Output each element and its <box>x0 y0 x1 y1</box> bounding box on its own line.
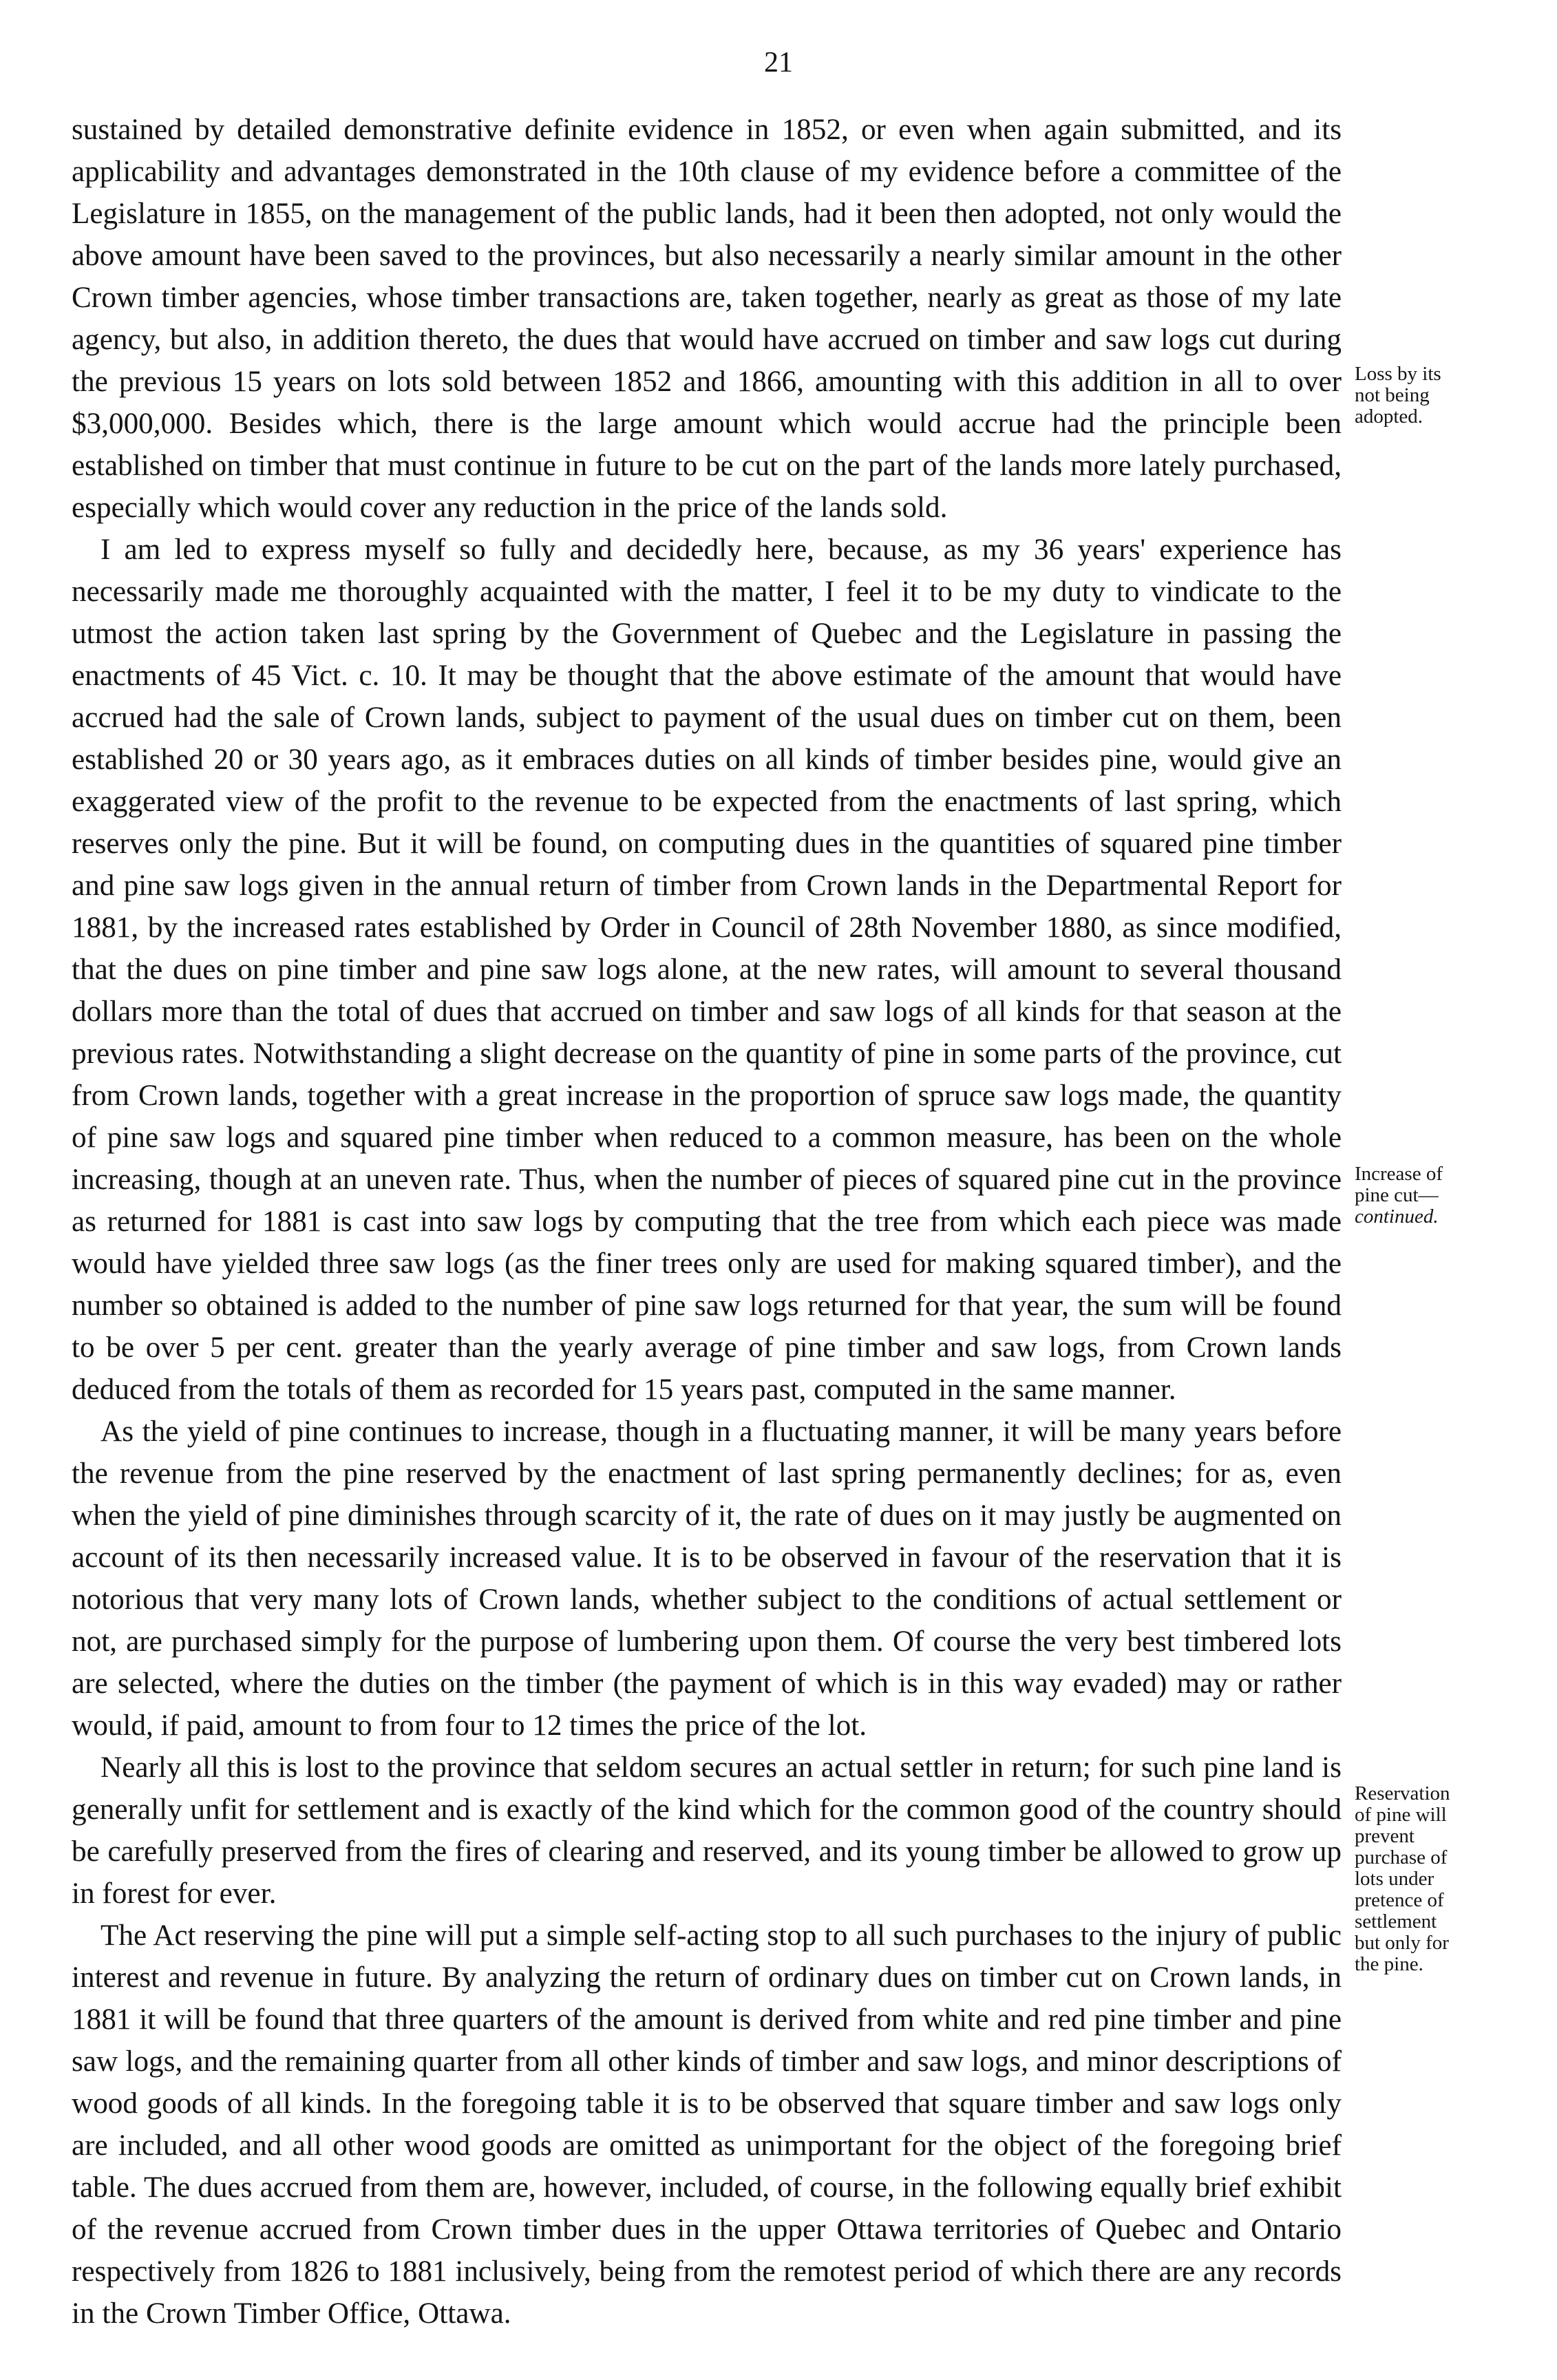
margin-note-line: settlement <box>1355 1910 1437 1933</box>
margin-note-line: adopted. <box>1355 406 1423 428</box>
paragraph-2: I am led to express myself so fully and decidedly here, because, as my 36 years' experience has necessarily made me thoroughly acquainted with the matter, I feel it to be my duty to vindicate to the utmost the action taken last spring by the Government of Quebec and the Legislature in passing the enactments of 45 Vict. c. 10. It may be thought that the above estimate of the amount that would have accrued had the sale of Crown lands, subject to payment of the usual dues on timber cut on them, been established 20 or 30 years ago, as it embraces duties on all kinds of timber besides pine, would give an exaggerated view of the profit to the revenue to be expected from the enactments of last spring, which reserves only the pine. But it will be found, on computing dues in the quantities of squared pine timber and pine saw logs given in the annual return of timber from Crown lands in the Departmental Report for 1881, by the increased rates established by Order in Council of 28th November 1880, as since modified, that the dues on pine timber and pine saw logs alone, at the new rates, will amount to several thousand dollars more than the total of dues that accrued on timber and saw logs of all kinds for that season at the previous rates. Notwithstanding a slight decrease on the quantity of pine in some parts of the province, cut from Crown lands, together with a great increase in the proportion of spruce saw logs made, the quantity of pine saw logs and squared pine timber when reduced to a common measure, has been on the whole increasing, though at an uneven rate. Thus, when the number of pieces of squared pine cut in the province as returned for 1881 is cast into saw logs by computing that the tree from which each piece was made would have yielded three saw logs (as the finer trees only are used for making squared timber), and the number so obtained is added to the number of pine saw logs returned for that year, the sum will be found to be over 5 per cent. greater than the yearly average of pine timber and saw logs, from Crown lands deduced from the totals of them as recorded for 15 years past, computed in the same manner. <box>72 534 1342 1406</box>
margin-note-line: Loss by its <box>1355 363 1441 385</box>
margin-note-line: purchase of <box>1355 1846 1448 1868</box>
margin-note-line: Reservation <box>1355 1782 1450 1804</box>
margin-note-line: Increase of <box>1355 1163 1443 1185</box>
margin-note-line: pine cut— <box>1355 1184 1439 1206</box>
body-text <box>72 109 1342 2335</box>
margin-note-line: prevent <box>1355 1825 1415 1847</box>
margin-note-increase <box>1355 1163 1499 1228</box>
margin-note-reservation <box>1355 1783 1499 1975</box>
margin-note-loss <box>1355 364 1499 428</box>
page-number: 21 <box>764 47 793 78</box>
margin-note-line: of pine will <box>1355 1804 1447 1826</box>
paragraph-1: sustained by detailed demonstrative definite evidence in 1852, or even when again submitted, and its applicability and advantages demonstrated in the 10th clause of my evidence before a committee of the Legislature in 1855, on the management of the public lands, had it been then adopted, not only would the above amount have been saved to the provinces, but also necessarily a nearly similar amount in the other Crown timber agencies, whose timber transactions are, taken together, nearly as great as those of my late agency, but also, in addition thereto, the dues that would have accrued on timber and saw logs cut during the previous 15 years on lots sold between 1852 and 1866, amounting with this addition in all to over $3,000,000. Besides which, there is the large amount which would accrue had the principle been established on timber that must continue in future to be cut on the part of the lands more lately purchased, especially which would cover any reduction in the price of the lands sold. <box>72 114 1342 524</box>
paragraph-5: The Act reserving the pine will put a simple self-acting stop to all such purchases to the injury of public interest and revenue in future. By analyzing the return of ordinary dues on timber cut on Crown lands, in 1881 it will be found that three quarters of the amount is derived from white and red pine timber and pine saw logs, and the remaining quarter from all other kinds of timber and saw logs, and minor descriptions of wood goods of all kinds. In the foregoing table it is to be observed that square timber and saw logs only are included, and all other wood goods are omitted as unimportant for the object of the foregoing brief table. The dues accrued from them are, however, included, of course, in the following equally brief exhibit of the revenue accrued from Crown timber dues in the upper Ottawa territories of Quebec and Ontario respectively from 1826 to 1881 inclusively, being from the remotest period of which there are any records in the Crown Timber Office, Ottawa. <box>72 1919 1342 2330</box>
margin-note-line: but only for <box>1355 1932 1449 1954</box>
margin-note-line: lots under <box>1355 1868 1434 1890</box>
margin-note-line: not being <box>1355 384 1430 406</box>
margin-note-line: the pine. <box>1355 1953 1423 1975</box>
margin-note-line: continued. <box>1355 1205 1439 1228</box>
margin-note-line: pretence of <box>1355 1889 1444 1911</box>
paragraph-4: Nearly all this is lost to the province that seldom secures an actual settler in return; for such pine land is generally unfit for settlement and is exactly of the kind which for the common good of the country should be carefully preserved from the fires of clearing and reserved, and its young timber be allowed to grow up in forest for ever. <box>72 1751 1342 1910</box>
paragraph-3: As the yield of pine continues to increase, though in a fluctuating manner, it will be many years before the revenue from the pine reserved by the enactment of last spring permanently declines; for as, even when the yield of pine diminishes through scarcity of it, the rate of dues on it may justly be augmented on account of its then necessarily increased value. It is to be observed in favour of the reservation that it is notorious that very many lots of Crown lands, whether subject to the conditions of actual settlement or not, are purchased simply for the purpose of lumbering upon them. Of course the very best timbered lots are selected, where the duties on the timber (the payment of which is in this way evaded) may or rather would, if paid, amount to from four to 12 times the price of the lot. <box>72 1415 1342 1742</box>
